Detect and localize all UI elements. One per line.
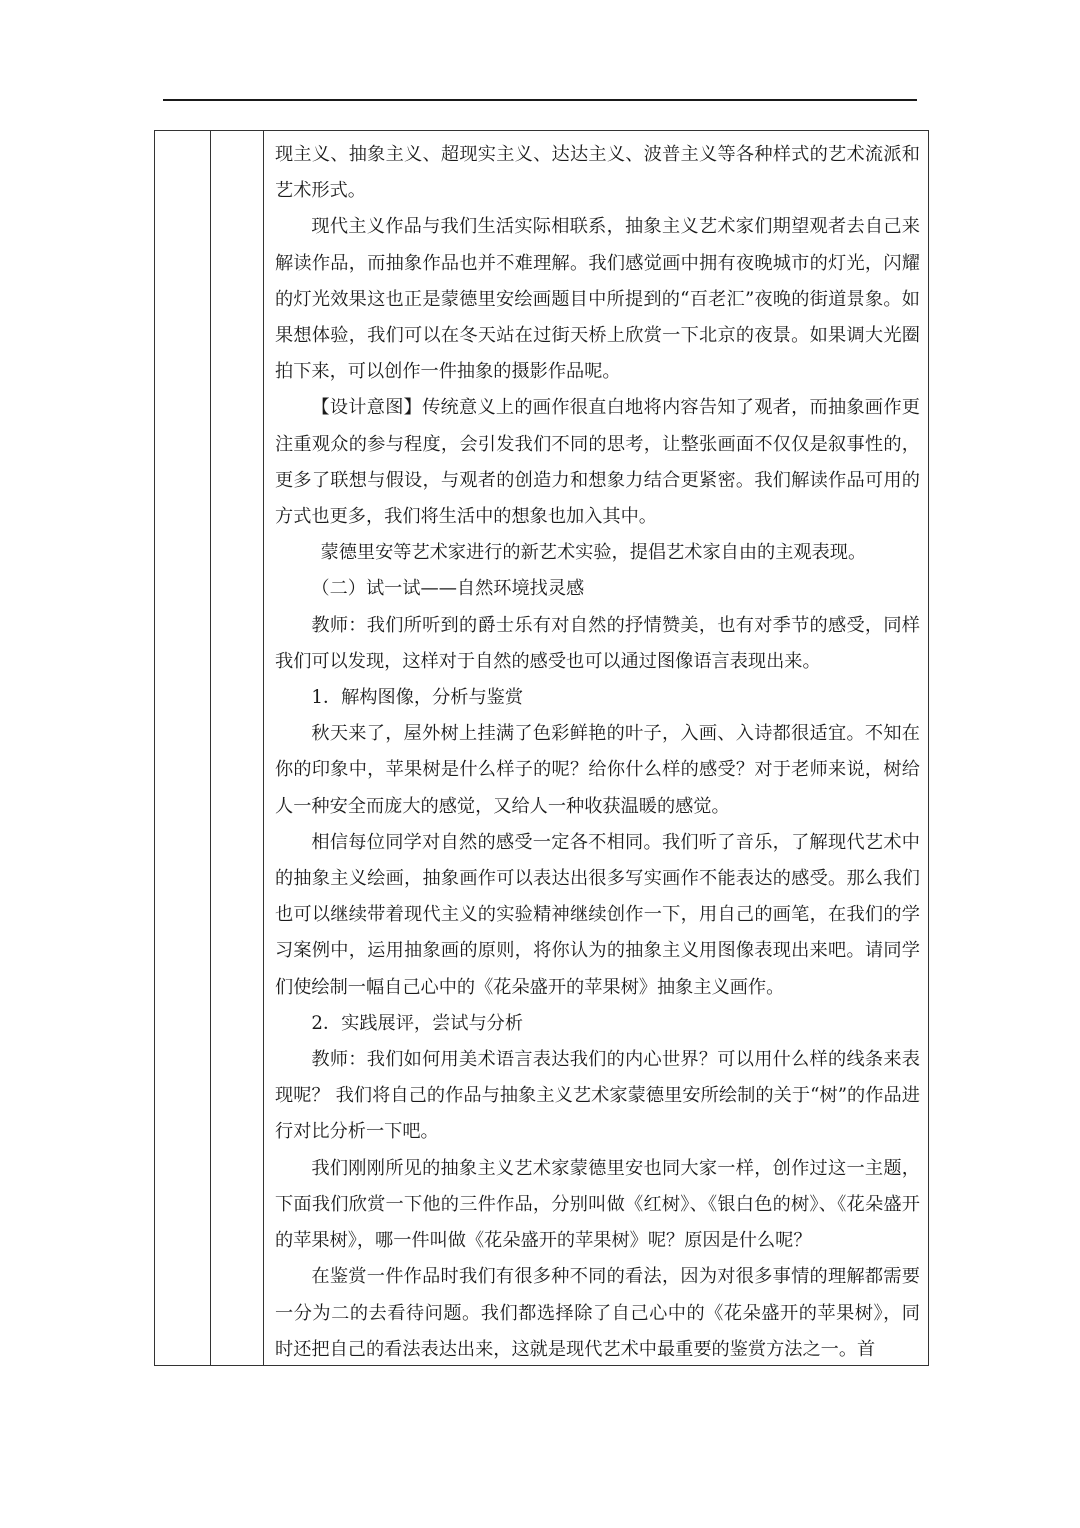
header-rule — [163, 99, 917, 101]
paragraph: 我们刚刚所见的抽象主义艺术家蒙德里安也同大家一样，创作过这一主题，下面我们欣赏一下他的三件作品，分别叫做《红树》、《银白色的树》、《花朵盛开的苹果树》，哪一件叫做《花朵盛开的苹果树》呢？原因是什么呢？ — [275, 1157, 920, 1252]
paragraph: 蒙德里安等艺术家进行的新艺术实验，提倡艺术家自由的主观表现。 — [320, 542, 867, 564]
paragraph: 【设计意图】传统意义上的画作很直白地将内容告知了观者，而抽象画作更注重观众的参与程度，会引发我们不同的思考，让整张画面不仅仅是叙事性的，更多了联想与假设，与观者的创造力和想象力结合更紧密。我们解读作品可用的方式也更多，我们将生活中的想象也加入其中。 — [275, 397, 920, 528]
paragraph: 现主义、抽象主义、超现实主义、达达主义、波普主义等各种样式的艺术流派和艺术形式。 — [275, 144, 920, 202]
paragraph: 现代主义作品与我们生活实际相联系，抽象主义艺术家们期望观者去自己来解读作品，而抽象作品也并不难理解。我们感觉画中拥有夜晚城市的灯光，闪耀的灯光效果这也正是蒙德里安绘画题目中所提到的“百老汇”夜晚的街道景象。如果想体验，我们可以在冬天站在过街天桥上欣赏一下北京的夜景。如果调大光圈拍下来，可以创作一件抽象的摄影作品呢。 — [275, 216, 920, 383]
paragraph: 相信每位同学对自然的感受一定各不相同。我们听了音乐，了解现代艺术中的抽象主义绘画，抽象画作可以表达出很多写实画作不能表达的感受。那么我们也可以继续带着现代主义的实验精神继续创作一下，用自己的画笔，在我们的学习案例中，运用抽象画的原则，将你认为的抽象主义用图像表现出来吧。请同学们使绘制一幅自己心中的《花朵盛开的苹果树》抽象主义画作。 — [275, 831, 920, 998]
subsection-heading: 1．解构图像，分析与鉴赏 — [311, 687, 524, 709]
paragraph: 秋天来了，屋外树上挂满了色彩鲜艳的叶子，入画、入诗都很适宜。不知在你的印象中，苹果树是什么样子的呢？给你什么样的感受？对于老师来说，树给人一种安全而庞大的感觉，又给人一种收获温暖的感觉。 — [275, 723, 920, 817]
lesson-table — [154, 130, 929, 1366]
table-column-1 — [155, 131, 211, 1365]
table-column-2 — [211, 131, 264, 1365]
subsection-heading: 2．实践展评，尝试与分析 — [311, 1012, 524, 1034]
paragraph: 在鉴赏一件作品时我们有很多种不同的看法，因为对很多事情的理解都需要一分为二的去看待问题。我们都选择除了自己心中的《花朵盛开的苹果树》，同时还把自己的看法表达出来，这就是现代艺术中最重要的鉴赏方法之一。首 — [275, 1266, 920, 1360]
table-content-cell — [264, 131, 928, 1365]
paragraph: 教师：我们所听到的爵士乐有对自然的抒情赞美，也有对季节的感受，同样我们可以发现，这样对于自然的感受也可以通过图像语言表现出来。 — [275, 614, 920, 672]
paragraph: 教师：我们如何用美术语言表达我们的内心世界？可以用什么样的线条来表现呢？ 我们将自己的作品与抽象主义艺术家蒙德里安所绘制的关于“树”的作品进行对比分析一下吧。 — [275, 1049, 920, 1143]
section-heading: （二）试一试——自然环境找灵感 — [311, 578, 585, 600]
